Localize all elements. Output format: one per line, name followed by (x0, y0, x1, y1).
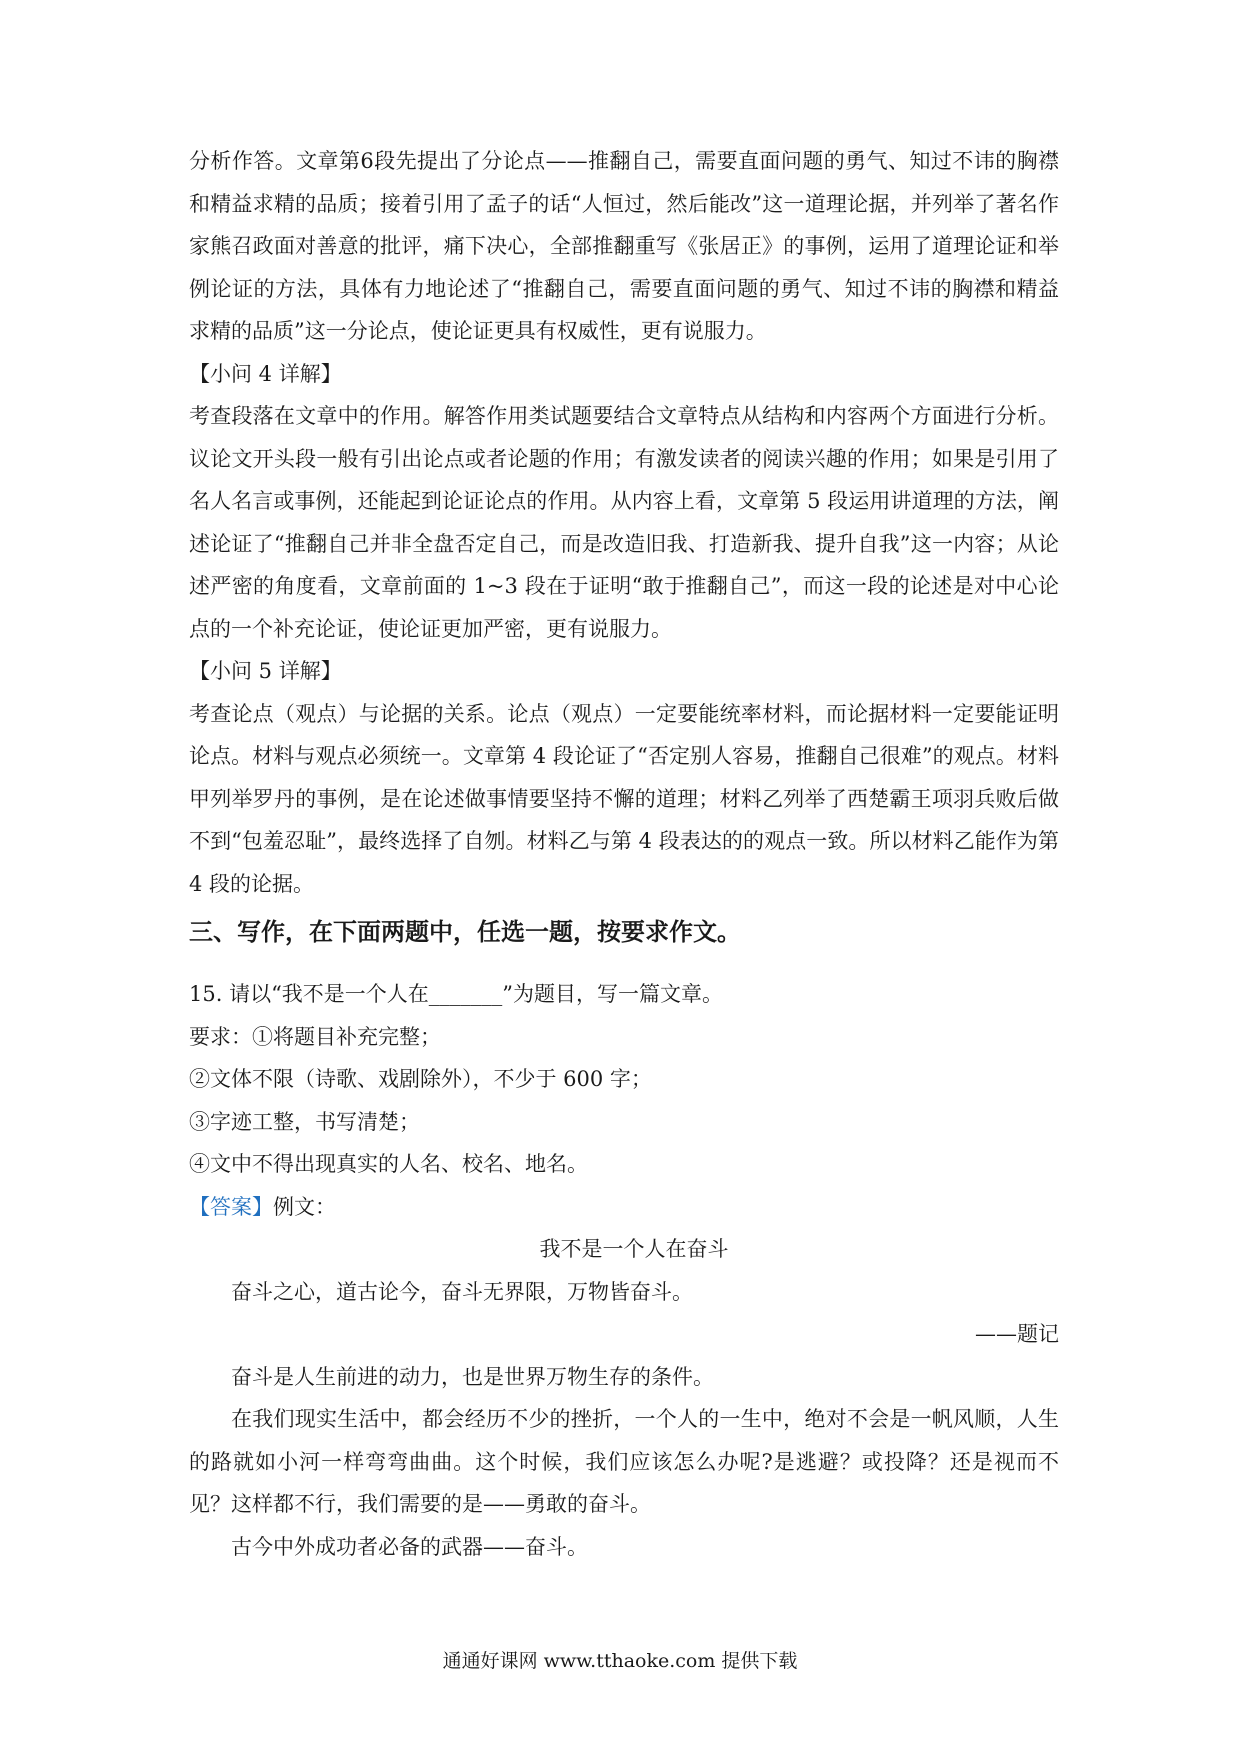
question-5-explanation: 考查论点（观点）与论据的关系。论点（观点）一定要能统率材料，而论据材料一定要能证明论点。材料与观点必须统一。文章第 4 段论证了“否定别人容易，推翻自己很难”的观点。材料甲列举罗丹的事例，是在论述做事情要坚持不懈的道理；材料乙列举了西楚霸王项羽兵败后做不到“包羞忍耻”，最终选择了自刎。材料乙与第 4 段表达的的观点一致。所以材料乙能作为第 4 段的论据。 (189, 701, 1059, 896)
analysis-paragraph: 分析作答。文章第6段先提出了分论点——推翻自己，需要直面问题的勇气、知过不讳的胸襟和精益求精的品质；接着引用了孟子的话“人恒过，然后能改”这一道理论据，并列举了著名作家熊召政面对善意的批评，痛下决心，全部推翻重写《张居正》的事例，运用了道理论证和举例论证的方法，具体有力地论述了“推翻自己，需要直面问题的勇气、知过不讳的胸襟和精益求精的品质”这一分论点，使论证更具有权威性，更有说服力。 (189, 149, 1059, 343)
question-4-label: 【小问 4 详解】 (189, 361, 342, 386)
page-content (189, 140, 1059, 1568)
writing-section-heading: 三、写作，在下面两题中，任选一题，按要求作文。 (189, 918, 741, 946)
essay-paragraph-1: 奋斗是人生前进的动力，也是世界万物生存的条件。 (231, 1364, 714, 1389)
answer-lead: 例文： (273, 1194, 336, 1219)
epigraph-attribution: ——题记 (975, 1322, 1059, 1346)
essay-paragraph-3: 古今中外成功者必备的武器——奋斗。 (231, 1534, 588, 1559)
essay-paragraph-2: 在我们现实生活中，都会经历不少的挫折，一个人的一生中，绝对不会是一帆风顺，人生的路就如小河一样弯弯曲曲。这个时候，我们应该怎么办呢?是逃避？或投降？还是视而不见？这样都不行，我们需要的是——勇敢的奋斗。 (189, 1407, 1059, 1516)
requirement-1: 要求：①将题目补充完整； (189, 1024, 441, 1049)
requirement-4: ④文中不得出现真实的人名、校名、地名。 (189, 1152, 588, 1176)
question-4-explanation: 考查段落在文章中的作用。解答作用类试题要结合文章特点从结构和内容两个方面进行分析。议论文开头段一般有引出论点或者论题的作用；有激发读者的阅读兴趣的作用；如果是引用了名人名言或事例，还能起到论证论点的作用。从内容上看，文章第 5 段运用讲道理的方法，阐述论证了“推翻自己并非全盘否定自己，而是改造旧我、打造新我、提升自我”这一内容；从论述严密的角度看，文章前面的 1~3 段在于证明“敢于推翻自己”，而这一段的论述是对中心论点的一个补充论证，使论证更加严密，更有说服力。 (189, 404, 1059, 641)
requirement-3: ③字迹工整，书写清楚； (189, 1109, 420, 1134)
writing-prompt: 15. 请以“我不是一个人在_______”为题目，写一篇文章。 (189, 982, 724, 1006)
question-5-label: 【小问 5 详解】 (189, 659, 342, 683)
essay-title: 我不是一个人在奋斗 (539, 1237, 729, 1261)
answer-tag: 【答案】 (189, 1194, 273, 1219)
page-footer: 通通好课网 www.tthaoke.com 提供下载 (442, 1650, 798, 1672)
answer-line (189, 1186, 1059, 1229)
essay-epigraph: 奋斗之心，道古论今，奋斗无界限，万物皆奋斗。 (231, 1279, 693, 1304)
requirement-2: ②文体不限（诗歌、戏剧除外），不少于 600 字； (189, 1067, 652, 1091)
